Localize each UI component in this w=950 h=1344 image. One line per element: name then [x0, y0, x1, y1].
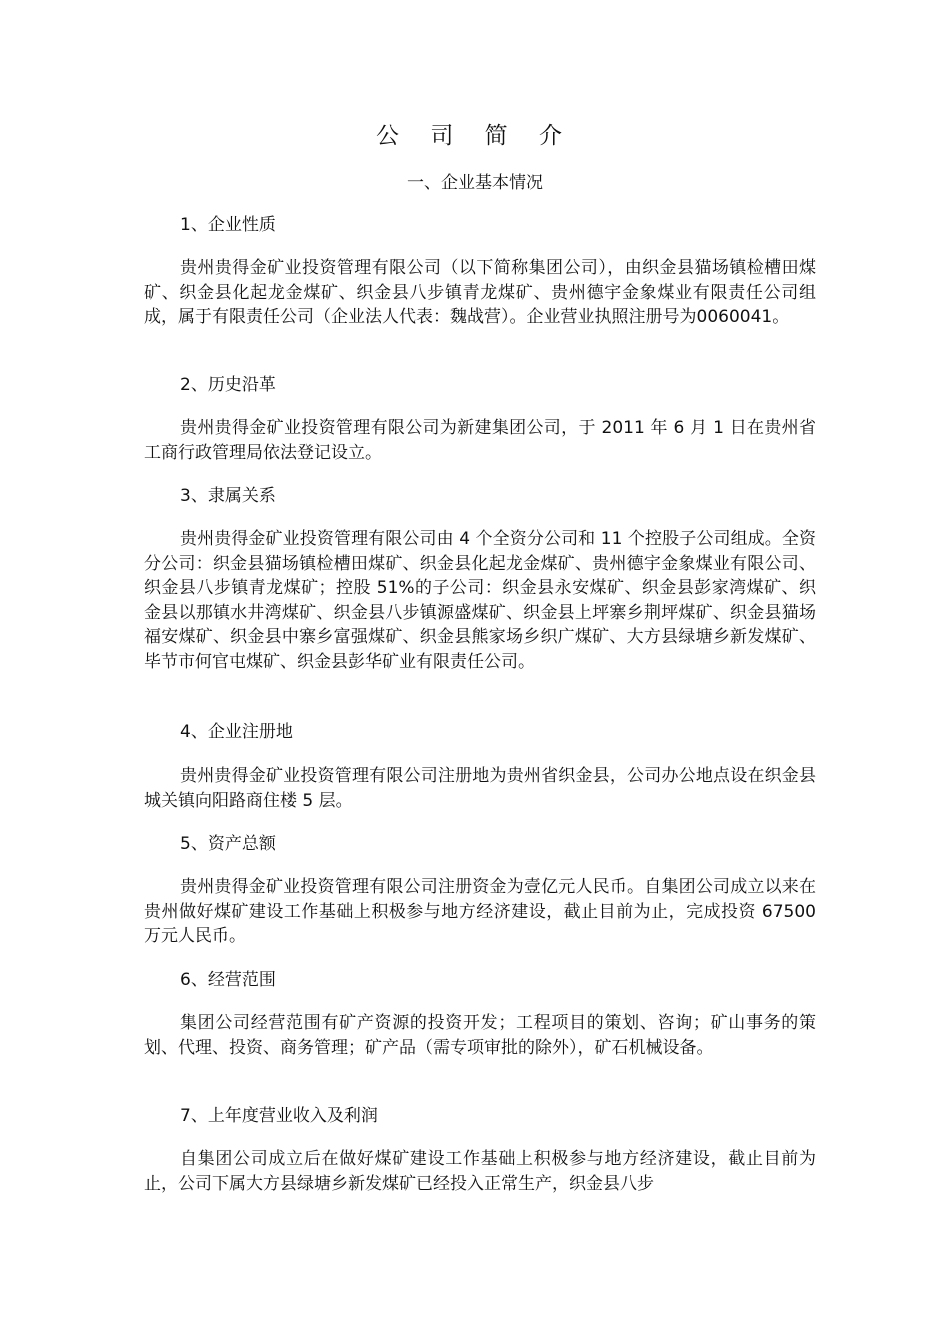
paragraph-history: 贵州贵得金矿业投资管理有限公司为新建集团公司，于 2011 年 6 月 1 日在贵州省工商行政管理局依法登记设立。 [144, 418, 816, 463]
heading-registration: 4、企业注册地 [180, 722, 293, 742]
heading-affiliation: 3、隶属关系 [180, 486, 276, 506]
paragraph-assets: 贵州贵得金矿业投资管理有限公司注册资金为壹亿元人民币。自集团公司成立以来在贵州做好煤矿建设工作基础上积极参与地方经济建设，截止目前为止，完成投资 67500 万元人民币。 [144, 877, 816, 947]
paragraph-registration: 贵州贵得金矿业投资管理有限公司注册地为贵州省织金县，公司办公地点设在织金县城关镇向阳路商住楼 5 层。 [144, 766, 816, 811]
heading-enterprise-nature: 1、企业性质 [180, 215, 276, 235]
paragraph-enterprise-nature: 贵州贵得金矿业投资管理有限公司（以下简称集团公司），由织金县猫场镇检槽田煤矿、织金县化起龙金煤矿、织金县八步镇青龙煤矿、贵州德宇金象煤业有限责任公司组成，属于有限责任公司（企业法人代表：魏战营）。企业营业执照注册号为0060041。 [144, 258, 816, 328]
heading-revenue-profit: 7、上年度营业收入及利润 [180, 1106, 378, 1126]
heading-business-scope: 6、经营范围 [180, 970, 276, 990]
paragraph-revenue-profit: 自集团公司成立后在做好煤矿建设工作基础上积极参与地方经济建设，截止目前为止，公司下属大方县绿塘乡新发煤矿已经投入正常生产，织金县八步 [144, 1149, 816, 1194]
section-subtitle: 一、企业基本情况 [407, 173, 543, 193]
heading-history: 2、历史沿革 [180, 375, 276, 395]
paragraph-business-scope: 集团公司经营范围有矿产资源的投资开发；工程项目的策划、咨询；矿山事务的策划、代理、投资、商务管理；矿产品（需专项审批的除外），矿石机械设备。 [144, 1013, 816, 1058]
heading-assets: 5、资产总额 [180, 834, 276, 854]
paragraph-affiliation: 贵州贵得金矿业投资管理有限公司由 4 个全资分公司和 11 个控股子公司组成。全资分公司：织金县猫场镇检槽田煤矿、织金县化起龙金煤矿、贵州德宇金象煤业有限公司、织金县八步镇青龙煤矿；控股 51%的子公司：织金县永安煤矿、织金县彭家湾煤矿、织金县以那镇水井湾煤矿、织金县八步镇源盛煤矿、织金县上坪寨乡荆坪煤矿、织金县猫场福安煤矿、织金县中寨乡富强煤矿、织金县熊家场乡织广煤矿、大方县绿塘乡新发煤矿、毕节市何官屯煤矿、织金县彭华矿业有限责任公司。 [144, 529, 816, 672]
document-title: 公 司 简 介 [376, 123, 574, 149]
